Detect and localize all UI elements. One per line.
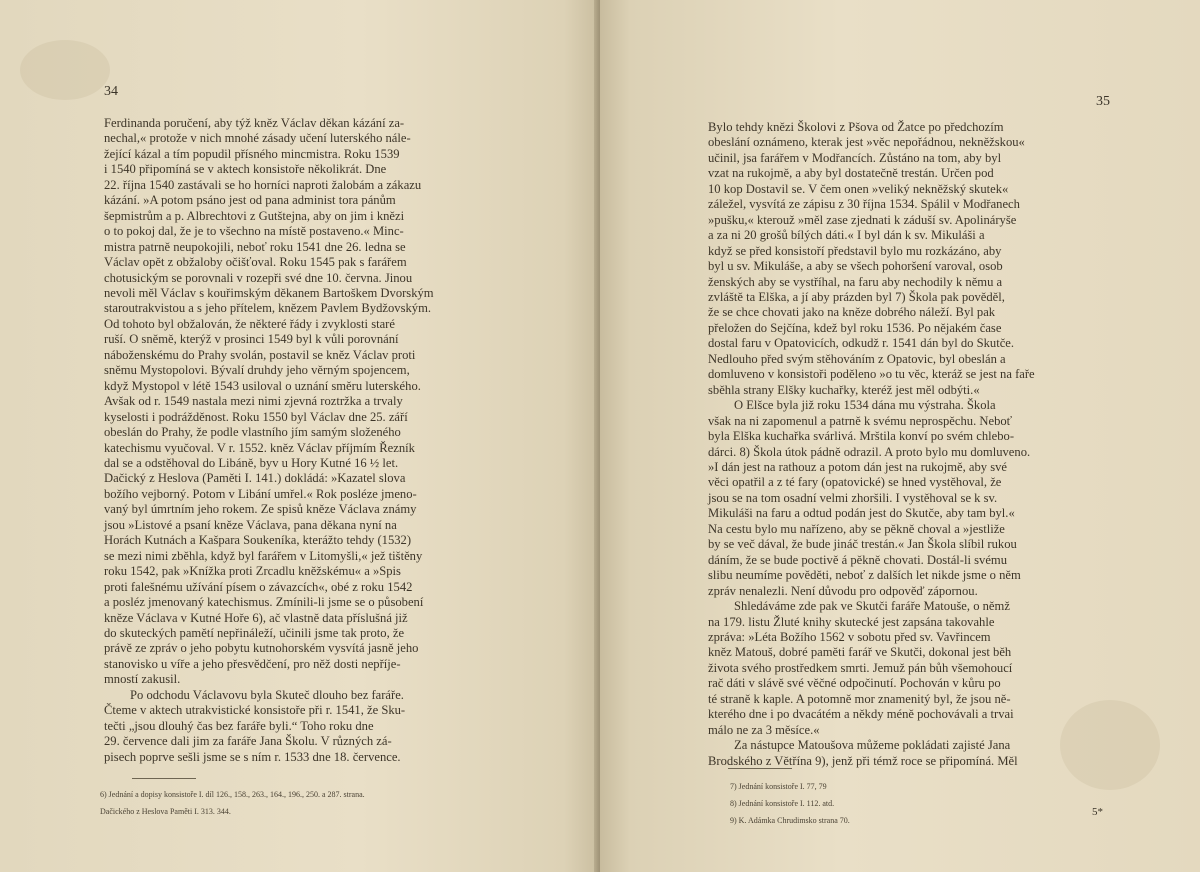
text-line: nevoli měl Václav s kouřimským děkanem Bartoškem Dvorským	[104, 285, 434, 300]
text-line: Za nástupce Matoušova můžeme pokládati zajisté Jana	[734, 738, 1011, 753]
text-line: mností zakusil.	[104, 672, 181, 687]
text-line: zpráv nenalezli. Není důvodu pro odpověď zápornou.	[708, 583, 978, 598]
text-line: obeslán do Prahy, že podle vlastního jím samým složeného	[104, 425, 401, 440]
text-line: o to pokoj dal, že je to všechno na místě postaveno.« Minc-	[104, 224, 404, 239]
text-line: 22. října 1540 zastávali se ho horníci naproti žalobám a zákazu	[104, 177, 422, 192]
text-line: 29. července dali jim za faráře Jana Školu. V různých zá-	[104, 734, 392, 749]
text-line: věci opatřil a z té fary (opatovické) se hned vystěhoval, že	[708, 475, 1002, 490]
text-line: kněz Matouš, dobré paměti farář ve Skutči, dokonal jest běh	[708, 645, 1012, 660]
text-line: kněze Václava v Kutné Hoře 6), ač vlastně data příslušná již	[104, 610, 408, 625]
text-line: náboženskému do Prahy svolán, postavil se kněz Václav proti	[104, 347, 416, 362]
text-line: jsou »Listové a psaní kněze Václava, pana děkana nyní na	[104, 517, 397, 532]
text-line: Bylo tehdy knězi Školovi z Pšova od Žatce po předchozím	[708, 120, 1004, 134]
text-line: Shledáváme zde pak ve Skutči faráře Matouše, o němž	[734, 599, 1010, 614]
text-line: Mikuláši na faru a odtud podán jest do Skutče, aby tam byl.«	[708, 506, 1015, 521]
left-footnotes	[100, 782, 500, 824]
footnote: 8) Jednání konsistoře I. 112. atd.	[730, 799, 835, 808]
text-line: tečti „jsou dlouhý čas bez faráře byli.“ Toho roku dne	[104, 718, 374, 733]
text-line: Ferdinanda poručení, aby týž kněz Václav děkan kázání za-	[104, 116, 405, 130]
text-line: Václav opět z obžaloby očišťoval. Roku 1545 pak s farářem	[104, 255, 407, 270]
text-line: vzat na rukojmě, a aby byl dostatečně trestán. Určen pod	[708, 166, 994, 181]
text-line: roku 1542, pak »Knížka proti Zrcadlu kněžskému« a »Spis	[104, 564, 401, 579]
signature-mark: 5*	[1092, 806, 1103, 818]
text-line: Od tohoto byl obžalován, že některé řády i zvyklosti staré	[104, 316, 395, 331]
text-line: Horách Kutnách a Kašpara Soukeníka, kterážto tehdy (1532)	[104, 533, 412, 548]
text-line: by se več dával, že bude jináč trestán.« Jan Škola slíbil rukou	[708, 537, 1017, 552]
page-number-right: 35	[1096, 94, 1110, 109]
text-line: dostal faru v Opatovicích, odkudž r. 1541 dán byl do Skutče.	[708, 336, 1015, 351]
text-line: staroutrakvistou a s jeho přítelem, knězem Pavlem Bydžovským.	[104, 301, 432, 316]
text-line: 10 kop Dostavil se. V čem onen »veliký nekněžský skutek«	[708, 181, 1009, 196]
page-number-left: 34	[104, 84, 118, 99]
text-line: dáním, že se bude poctivě á pěkně chovati. Dostál-li svému	[708, 552, 1008, 567]
text-line: ženských aby se vystříhal, na faru aby nechodily k němu a	[708, 274, 1003, 289]
text-line: stanovisko u víře a jeho přesvědčení, pro něž dosti nepříje-	[104, 656, 401, 671]
text-line: Brodského z Větřína 9), jenž při témž roce se připomíná. Měl	[708, 753, 1018, 768]
text-line: byl u sv. Mikuláše, a aby se všech pohoršení varoval, osob	[708, 259, 1003, 274]
text-line: málo ne za 3 měsíce.«	[708, 722, 820, 737]
right-page	[600, 0, 1200, 872]
text-line: šepmistrům a p. Albrechtovi z Gutštejna, aby on jim i knězi	[104, 208, 405, 223]
text-line: kterého dne i po dvacátém a někdy méně pochovávali a trvai	[708, 707, 1014, 722]
text-line: rač dáti v slávě své věčné odpočinutí. Pochován v kůru po	[708, 676, 1001, 691]
text-line: vaný byl úmrtním jeho rokem. Ze spisů kněze Václava známy	[104, 502, 417, 517]
text-line: když Mystopol v létě 1543 usiloval o uznání směru luterského.	[104, 378, 421, 393]
text-line: záležel, vysvítá ze zápisu z 30 října 1534. Spálil v Modřanech	[708, 197, 1020, 212]
text-line: sběhla strany Elšky kuchařky, kteréž jest měl odbýti.«	[708, 382, 980, 397]
text-line: zpráva: »Léta Božího 1562 v sobotu před sv. Vavřincem	[708, 629, 991, 644]
text-line: katechismu vyučoval. V r. 1552. kněz Václav příjmím Řezník	[104, 440, 415, 455]
text-line: domluveno v konsistoři poděleno »o tu věc, kteráž se jest na faře	[708, 367, 1035, 382]
text-line: kázání. »A potom psáno jest od pana administ tora pánům	[104, 193, 396, 208]
text-line: žející kázal a tím popudil přísného mincmistra. Roku 1539	[104, 146, 400, 161]
text-line: i 1540 připomíná se v aktech konsistoře několikrát. Dne	[104, 162, 387, 177]
text-line: zvláště ta Elška, a jí aby prázden byl 7) Škola pak pověděl,	[708, 289, 1005, 304]
text-line: učinil, jsa farářem v Modřancích. Zůstáno na tom, aby byl	[708, 150, 1002, 165]
text-line: a za ni 20 grošů bílých dáti.« I byl dán k sv. Mikuláši a	[708, 228, 985, 243]
text-line: mistra patrně neupokojili, neboť roku 1541 dne 26. ledna se	[104, 239, 406, 254]
text-line: chotusickým se porovnali v rozepři své dne 10. června. Jinou	[104, 270, 413, 285]
text-line: se mezi nimi zběhla, když byl farářem v Litomyšli,« jež tištěny	[104, 548, 423, 563]
text-line: »I dán jest na rathouz a potom dán jest na rukojmě, aby své	[708, 459, 1008, 474]
text-line: ruší. O sněmě, kterýž v prosinci 1549 byl k vůli porovnání	[104, 332, 399, 347]
text-line: pisech poprve sešli jsme se s ním r. 1533 dne 18. července.	[104, 749, 401, 764]
text-line: »pušku,« kterouž »měl zase zjednati k záduší sv. Apolináryše	[708, 212, 1017, 227]
text-line: když se před konsistoří představil bylo mu rozkázáno, aby	[708, 243, 1002, 258]
text-line: a posléz jmenovaný katechismus. Zmínili-li jsme se o působení	[104, 595, 424, 610]
text-line: dal se a odstěhoval do Libáně, byv u Hory Kutné 16 ½ let.	[104, 455, 399, 470]
text-line: Nedlouho před svým stěhováním z Opatovic, byl obeslán a	[708, 351, 1006, 366]
footnote-divider-right	[728, 768, 792, 769]
footnote: Dačického z Heslova Paměti I. 313. 344.	[100, 807, 231, 816]
text-line: obeslání oznámeno, kterak jest »věc nepořádnou, nekněžskou«	[708, 135, 1025, 150]
text-line: právě ze zpráv o jeho pobytu kutnohorském vysvítá jasně jeho	[104, 641, 419, 656]
text-line: Po odchodu Václavovu byla Skuteč dlouho bez faráře.	[130, 687, 404, 702]
text-line: Čteme v aktech utrakvistické konsistoře při r. 1541, že Sku-	[104, 703, 406, 718]
text-line: že se chce chovati jako na kněze dobrého náleží. Byl pak	[708, 305, 996, 320]
text-line: nechal,« protože v nich mnohé zásady učení luterského nále-	[104, 131, 411, 146]
footnote-divider-left	[132, 778, 196, 779]
text-line: O Elšce byla již roku 1534 dána mu výstraha. Škola	[734, 398, 996, 413]
right-footnotes	[730, 774, 1030, 833]
paper-stain	[20, 40, 110, 100]
text-line: dárci. 8) Škola útok pádně odrazil. A proto bylo mu domluveno.	[708, 444, 1031, 459]
text-line: kyselosti i podrážděnost. Roku 1550 byl Václav dne 25. září	[104, 409, 408, 424]
text-line: té straně k kaple. A potomně mor znamenitý byl, že jsou ně-	[708, 691, 1011, 706]
text-line: Na cestu bylo mu nařízeno, aby se pěkně choval a »jestliže	[708, 521, 1005, 536]
text-line: byla Elška kuchařka svárlivá. Mrštila konví po svém chlebo-	[708, 429, 1015, 444]
text-line: proti falešnému užívání písem o závazcích«, obé z roku 1542	[104, 579, 413, 594]
text-line: božího vejborný. Potom v Libání umřel.« Rok posléze jmeno-	[104, 486, 417, 501]
text-line: do skuteckých pamětí nepřináleží, učinili jsme tak proto, že	[104, 625, 405, 640]
text-line: jsou se na tom osadní velmi zhoršili. I vystěhoval se k sv.	[708, 490, 998, 505]
left-body-text	[104, 116, 502, 765]
text-line: však na ni zapomenul a patrně k svému neprospěchu. Neboť	[708, 413, 1013, 428]
text-line: přeložen do Sejčína, kdež byl roku 1536. Po nějakém čase	[708, 320, 1002, 335]
right-body-text	[708, 120, 1112, 769]
text-line: Dačický z Heslova (Paměti I. 141.) dokládá: »Kazatel slova	[104, 471, 406, 486]
text-line: slibu neumíme pověděti, neboť z dalších let nikde jsme o něm	[708, 568, 1021, 583]
text-line: života svého prostředkem smrti. Jemuž pán bůh všemohoucí	[708, 660, 1013, 675]
footnote: 7) Jednání konsistoře I. 77, 79	[730, 782, 827, 791]
footnote: 9) K. Adámka Chrudimsko strana 70.	[730, 816, 850, 825]
text-line: na 179. listu Žluté knihy skutecké jest zapsána takovahle	[708, 614, 995, 629]
text-line: Avšak od r. 1549 nastala mezi nimi zjevná roztržka a trvaly	[104, 394, 403, 409]
footnote: 6) Jednání a dopisy konsistoře I. díl 126., 158., 263., 164., 196., 250. a 287. strana.	[100, 790, 365, 799]
text-line: sněmu Mystopolovi. Bývalí druhdy jeho věrným spojencem,	[104, 363, 410, 378]
